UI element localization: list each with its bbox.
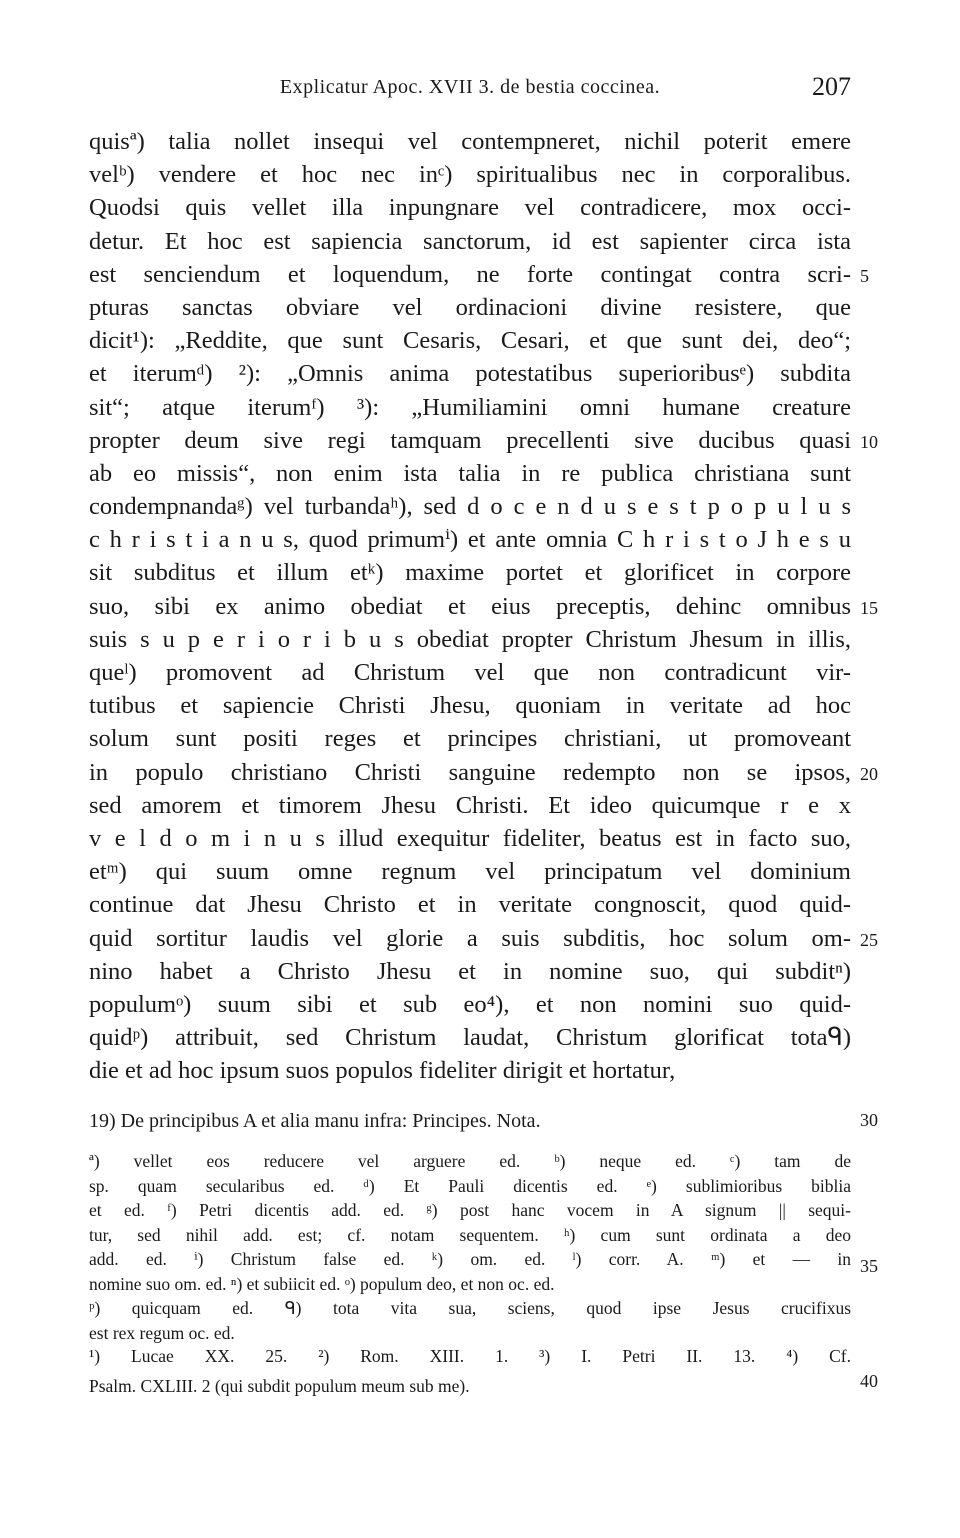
line-number: 15 [860,597,878,618]
text-line: detur. Et hoc est sapiencia sanctorum, id est sapienter circa ista [89,227,851,255]
text-line: dicit¹): „Reddite, que sunt Cesaris, Cesari, et que sunt dei, deo“; [89,327,851,355]
marginal-note-block [89,1108,851,1134]
running-title: Explicatur Apoc. XVII 3. de bestia coccinea. [279,76,661,98]
source-apparatus [89,1341,851,1401]
text-line: die et ad hoc ipsum suos populos fideliter dirigit et hortatur, [89,1057,676,1085]
text-line: solum sunt positi reges et principes christiani, ut promoveant [89,725,851,753]
text-line: propter deum sive regi tamquam precellenti sive ducibus quasi [89,426,851,454]
text-line: tutibus et sapiencie Christi Jhesu, quoniam in veritate ad hoc [89,692,851,720]
text-line: ab eo missis“, non enim ista talia in re publica christiana sunt [89,459,851,487]
text-line: nino habet a Christo Jhesu et in nomine suo, qui subditⁿ) [89,957,851,985]
text-line: quid sortitur laudis vel glorie a suis subditis, hoc solum om- [89,924,851,952]
page-number: 207 [812,72,851,101]
line-number-footnote: 30 [860,1110,878,1130]
text-line: sit subditus et illum etᵏ) maxime portet et glorificet in corpore [89,559,851,587]
text-line: sed amorem et timorem Jhesu Christi. Et ideo quicumque r e x [89,791,851,819]
line-number: 25 [860,929,878,950]
text-line: condempnandaᵍ) vel turbandaʰ), sed d o c e n d u s e s t p o p u l u s [89,493,851,521]
text-line: sit“; atque iterumᶠ) ³): „Humiliamini omni humane creature [89,393,851,421]
variant-apparatus [89,1149,851,1345]
text-line: queˡ) promovent ad Christum vel que non contradicunt vir- [89,659,851,686]
text-line: continue dat Jhesu Christo et in veritate congnoscit, quod quid- [89,891,851,919]
footnote-line: et ed. ᶠ) Petri dicentis add. ed. ᵍ) post hanc vocem in A signum || sequi- [89,1200,851,1220]
text-line: quisª) talia nollet insequi vel contempneret, nichil poterit emere [89,128,851,155]
text-line: in populo christiano Christi sanguine redempto non se ipsos, [89,758,851,786]
main-text [89,125,851,1087]
text-line: etᵐ) qui suum omne regnum vel principatum vel dominium [89,858,851,886]
footnote-line: est rex regum oc. ed. [89,1322,235,1343]
text-line: suis s u p e r i o r i b u s obediat propter Christum Jhesum in illis, [89,625,851,653]
text-line: v e l d o m i n u s illud exequitur fideliter, beatus est in facto suo, [89,824,851,852]
text-line: et iterumᵈ) ²): „Omnis anima potestatibus superioribusᵉ) subdita [89,360,851,388]
footnote-line: ¹) Lucae XX. 25. ²) Rom. XIII. 1. ³) I. Petri II. 13. ⁴) Cf. [89,1346,851,1366]
marginal-note: 19) De principibus A et alia manu infra: Principes. Nota. [89,1110,541,1132]
line-number: 5 [860,265,869,286]
text-line: suo, sibi ex animo obediat et eius preceptis, dehinc omnibus [89,592,851,620]
text-line: est senciendum et loquendum, ne forte contingat contra scri- [89,260,851,288]
footnote-line: nomine suo om. ed. ⁿ) et subiicit ed. ᵒ) populum deo, et non oc. ed. [89,1273,555,1294]
footnote-line: tur, sed nihil add. est; cf. notam sequentem. ʰ) cum sunt ordinata a deo [89,1224,851,1245]
running-header [89,72,851,106]
line-number: 20 [860,763,878,784]
footnote-line: Psalm. CXLIII. 2 (qui subdit populum meum sub me). [89,1376,470,1396]
footnote-line: ᵖ) quicquam ed. ᑫ) tota vita sua, sciens, quod ipse Jesus crucifixus [89,1298,851,1318]
footnote-line: add. ed. ⁱ) Christum false ed. ᵏ) om. ed. ˡ) corr. A. ᵐ) et — in [89,1249,851,1269]
footnote-line: sp. quam secularibus ed. ᵈ) Et Pauli dicentis ed. ᵉ) sublimioribus biblia [89,1175,851,1196]
line-number-footnote: 40 [860,1371,878,1391]
text-line: velᵇ) vendere et hoc nec inᶜ) spiritualibus nec in corporalibus. [89,161,851,189]
line-number: 10 [860,431,878,452]
footnote-line: ª) vellet eos reducere vel arguere ed. ᵇ) neque ed. ᶜ) tam de [89,1151,851,1171]
text-line: pturas sanctas obviare vel ordinacioni divine resistere, que [89,293,851,321]
line-number-footnote: 35 [860,1256,878,1276]
text-line: Quodsi quis vellet illa inpungnare vel contradicere, mox occi- [89,194,851,222]
text-line: populumᵒ) suum sibi et sub eo⁴), et non nomini suo quid- [89,990,851,1018]
text-line: quidᵖ) attribuit, sed Christum laudat, Christum glorificat totaᑫ) [89,1024,851,1052]
text-line: c h r i s t i a n u s, quod primumⁱ) et ante omnia C h r i s t o J h e s u [89,526,851,554]
